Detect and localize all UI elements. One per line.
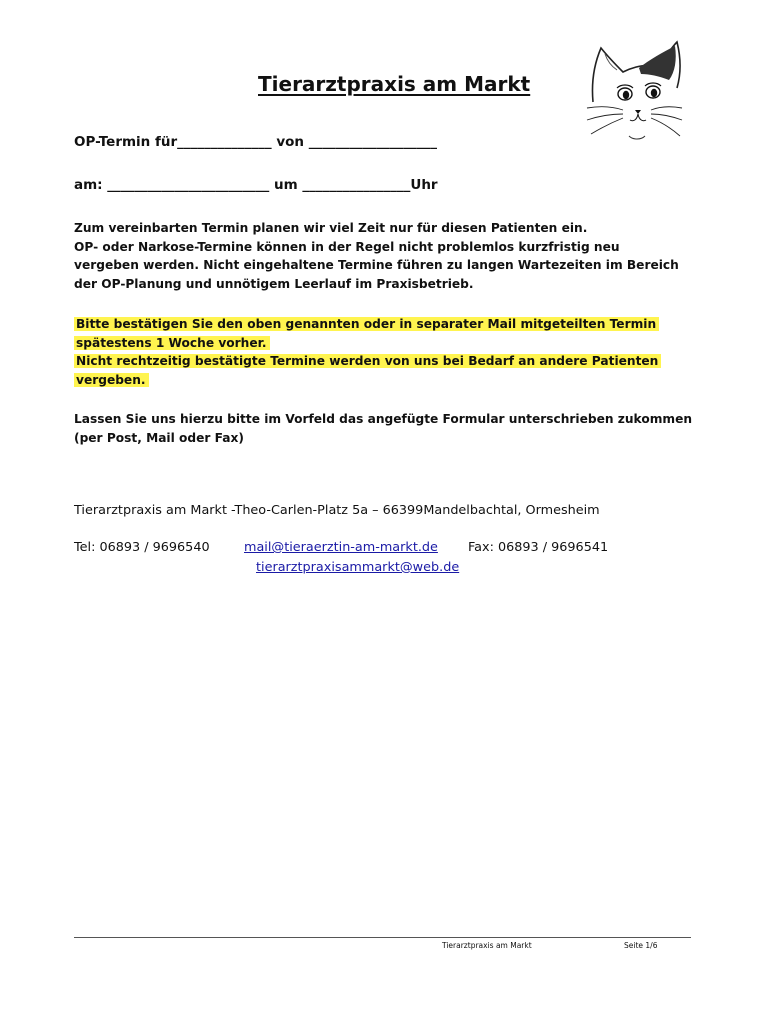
practice-address: Tierarztpraxis am Markt -Theo-Carlen-Platz 5a – 66399Mandelbachtal, Ormesheim (74, 503, 600, 518)
fax-number: Fax: 06893 / 9696541 (468, 540, 609, 555)
phone-number: Tel: 06893 / 9696540 (74, 540, 210, 555)
info-paragraph-line: vergeben werden. Nicht eingehaltene Termine führen zu langen Wartezeiten im Bereich (74, 258, 679, 272)
form-request-line: (per Post, Mail oder Fax) (74, 430, 244, 445)
form-request-paragraph (74, 410, 704, 447)
cat-face-icon (583, 40, 683, 145)
highlighted-line: spätestens 1 Woche vorher. (74, 336, 270, 350)
form-request-line: Lassen Sie uns hierzu bitte im Vorfeld das angefügte Formular unterschrieben zukommen (74, 412, 693, 426)
footer-divider (74, 937, 691, 938)
page-title: Tierarztpraxis am Markt (258, 72, 531, 96)
highlighted-line: Bitte bestätigen Sie den oben genannten oder in separater Mail mitgeteilten Termin (74, 317, 659, 331)
info-paragraph-line: Zum vereinbarten Termin planen wir viel Zeit nur für diesen Patienten ein. (74, 221, 588, 235)
email-link-primary[interactable]: mail@tieraerztin-am-markt.de (244, 540, 438, 555)
info-paragraph-line: der OP-Planung und unnötigem Leerlauf im Praxisbetrieb. (74, 276, 474, 291)
highlighted-confirmation-paragraph (74, 315, 704, 389)
email-link-secondary[interactable]: tierarztpraxisammarkt@web.de (256, 560, 460, 575)
date-time-field-line: am: ________________________ um ________________Uhr (74, 177, 438, 193)
info-paragraph-line: OP- oder Narkose-Termine können in der Regel nicht problemlos kurzfristig neu (74, 239, 620, 254)
highlighted-line: Nicht rechtzeitig bestätigte Termine werden von uns bei Bedarf an andere Patienten (74, 354, 661, 368)
info-paragraph (74, 219, 704, 293)
highlighted-line: vergeben. (74, 373, 149, 387)
op-termin-field-line: OP-Termin für______________ von ___________________ (74, 134, 437, 150)
footer-practice-name: Tierarztpraxis am Markt (442, 941, 532, 950)
footer-page-number: Seite 1/6 (624, 941, 658, 950)
